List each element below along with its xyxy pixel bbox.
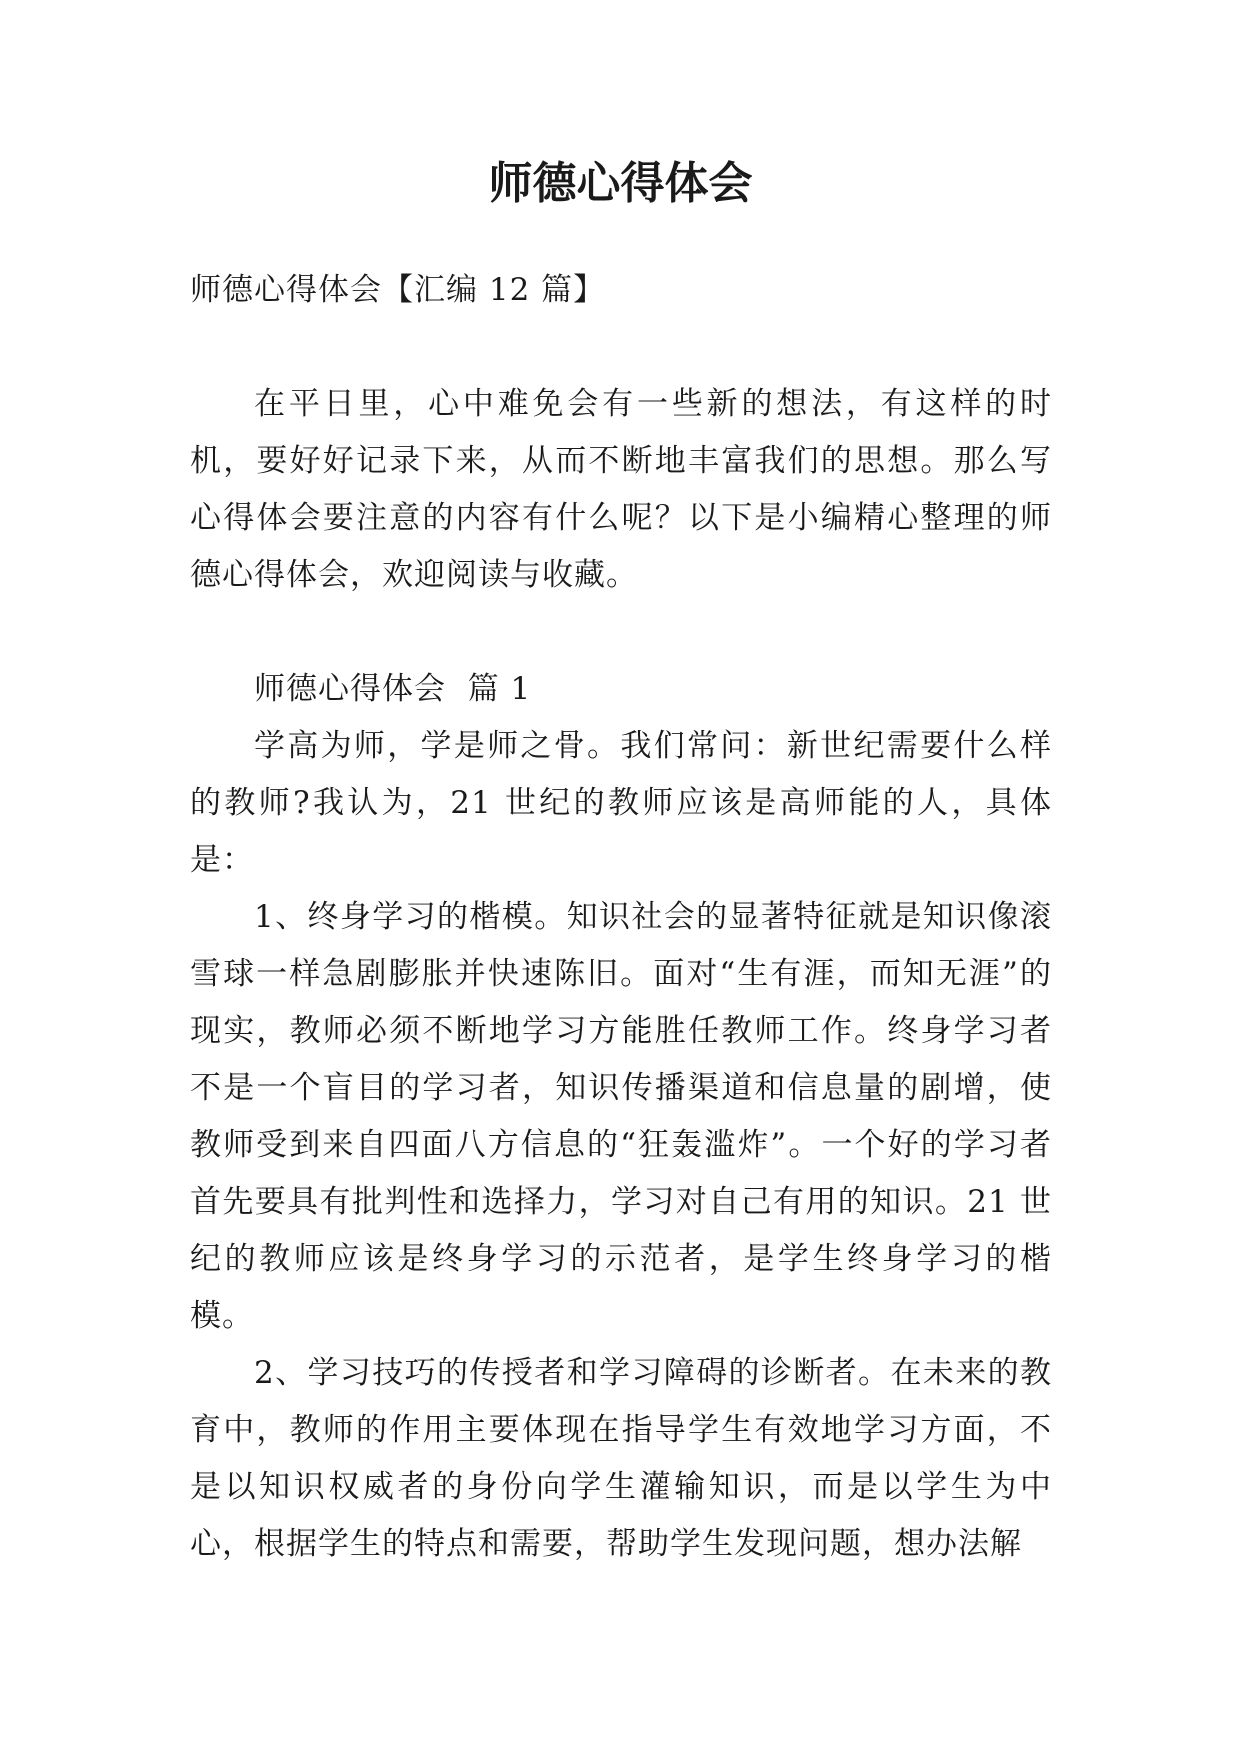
document-subtitle: 师德心得体会【汇编 12 篇】 xyxy=(190,272,606,308)
document-body xyxy=(190,262,1052,1573)
body-paragraph: 1、终身学习的楷模。知识社会的显著特征就是知识像滚雪球一样急剧膨胀并快速陈旧。面对“生有涯，而知无涯”的现实，教师必须不断地学习方能胜任教师工作。终身学习者不是一个盲目的学习者，知识传播渠道和信息量的剧增，使教师受到来自四面八方信息的“狂轰滥炸”。一个好的学习者首先要具有批判性和选择力，学习对自己有用的知识。21 世纪的教师应该是终身学习的示范者，是学生终身学习的楷模。 xyxy=(190,899,1052,1334)
document-title: 师德心得体会 xyxy=(488,158,753,209)
body-paragraph: 学高为师，学是师之骨。我们常问：新世纪需要什么样的教师?我认为，21 世纪的教师应该是高师能的人，具体是： xyxy=(190,728,1052,878)
body-paragraph: 2、学习技巧的传授者和学习障碍的诊断者。在未来的教育中，教师的作用主要体现在指导学生有效地学习方面，不是以知识权威者的身份向学生灌输知识，而是以学生为中心，根据学生的特点和需要，帮助学生发现问题，想办法解 xyxy=(190,1355,1052,1562)
section-heading: 师德心得体会 篇 1 xyxy=(254,671,532,707)
intro-paragraph: 在平日里，心中难免会有一些新的想法，有这样的时机，要好好记录下来，从而不断地丰富我们的思想。那么写心得体会要注意的内容有什么呢？以下是小编精心整理的师德心得体会，欢迎阅读与收藏。 xyxy=(190,386,1052,593)
